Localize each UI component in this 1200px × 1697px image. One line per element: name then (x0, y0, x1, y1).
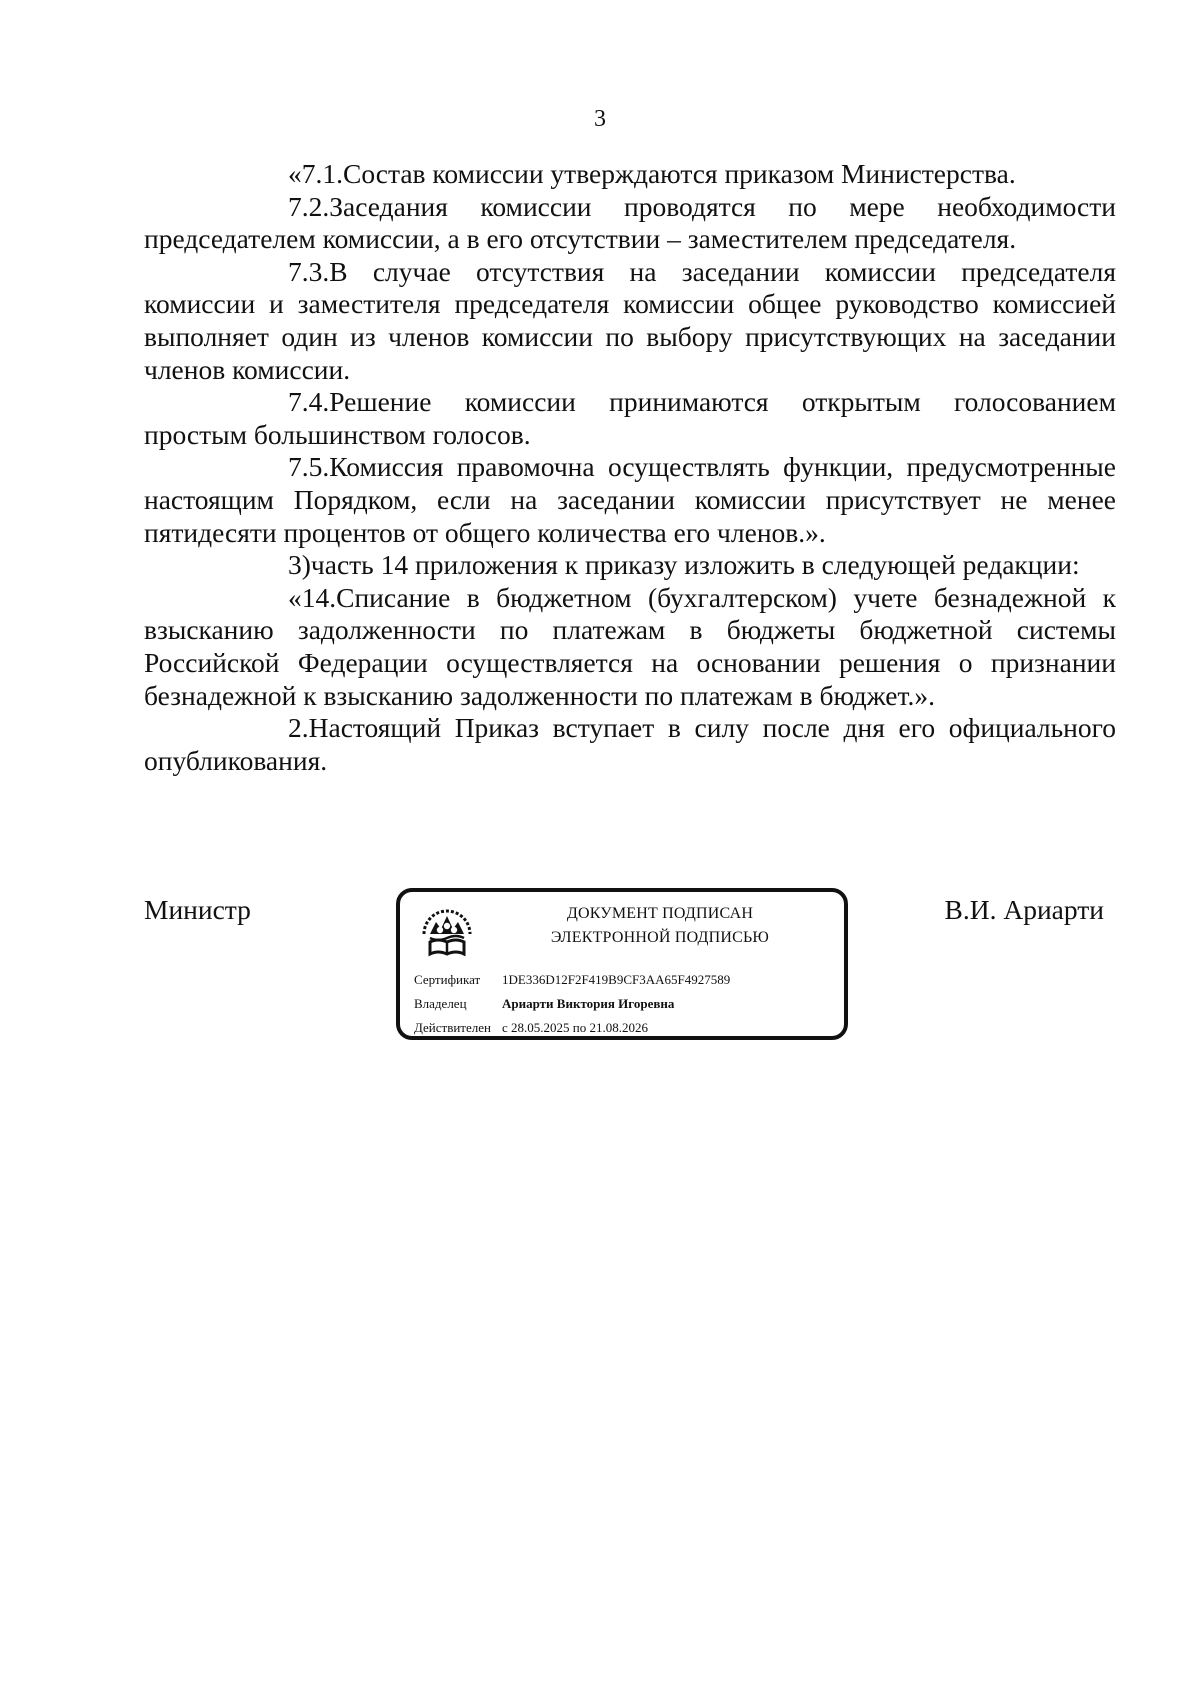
paragraph-number: 7.3. (288, 255, 330, 287)
paragraph-2 (144, 712, 1116, 777)
owner-value: Ариарти Виктория Игоревна (502, 996, 675, 1011)
paragraph-7-3 (144, 256, 1116, 386)
paragraph-text: В случае отсутствия на заседании комиссии председателя комиссии и заместителя председателя комиссии общее руководство комиссией выполняет один из членов комиссии по выбору присутствующих на заседании членов комиссии. (144, 255, 1116, 385)
paragraph-text: Решение комиссии принимаются открытым голосованием простым большинством голосов. (144, 386, 1116, 450)
stamp-owner-row (414, 996, 674, 1012)
paragraph-number: «7.1. (288, 158, 343, 189)
paragraph-text: Состав комиссии утверждаются приказом Министерства. (343, 158, 1016, 189)
stamp-title-line: ЭЛЕКТРОННОЙ ПОДПИСЬЮ (550, 929, 770, 946)
paragraph-number: 7.2. (288, 190, 330, 222)
paragraph-text: Заседания комиссии проводятся по мере необходимости председателем комиссии, а в его отсутствии – заместителем председателя. (144, 190, 1116, 255)
stamp-title (490, 902, 830, 950)
owner-label: Владелец (414, 996, 467, 1011)
paragraph-7-1 (144, 158, 1116, 191)
certificate-value: 1DE336D12F2F419B9CF3AA65F4927589 (502, 972, 731, 987)
paragraph-text: Комиссия правомочна осуществлять функции, предусмотренные настоящим Порядком, если на заседании комиссии присутствует не менее пятидесяти процентов от общего количества его членов.». (144, 451, 1116, 548)
paragraph-text: Списание в бюджетном (бухгалтерском) учете безнадежной к взысканию задолженности по платежам в бюджеты бюджетной системы Российской Федерации осуществляется на основании решения о признании безнадежной к взысканию задолженности по платежам в бюджет.». (144, 581, 1116, 711)
stamp-title-line: ДОКУМЕНТ ПОДПИСАН (566, 905, 754, 922)
paragraph-7-2 (144, 191, 1116, 256)
paragraph-7-5 (144, 451, 1116, 549)
page-number: 3 (594, 106, 606, 132)
paragraph-text: часть 14 приложения к приказу изложить в следующей редакции: (310, 549, 1080, 581)
paragraph-text: Настоящий Приказ вступает в силу после дня его официального опубликования. (144, 712, 1116, 776)
paragraph-7-4 (144, 386, 1116, 451)
electronic-signature-stamp (396, 888, 848, 1040)
paragraph-14 (144, 582, 1116, 712)
signer-position: Министр (144, 894, 251, 925)
regional-coat-of-arms-icon (418, 904, 476, 962)
paragraph-number: 3) (288, 549, 311, 581)
paragraph-3 (144, 549, 1116, 582)
validity-value: с 28.05.2025 по 21.08.2026 (502, 1020, 648, 1035)
validity-label: Действителен (414, 1020, 491, 1035)
signature-block (144, 888, 1116, 1048)
document-body (144, 158, 1116, 777)
certificate-label: Сертификат (414, 972, 481, 987)
paragraph-number: 7.4. (288, 386, 330, 418)
stamp-validity-row (414, 1020, 648, 1036)
signer-name: В.И. Ариарти (944, 894, 1104, 925)
stamp-certificate-row (414, 972, 730, 988)
paragraph-number: 7.5. (288, 451, 330, 483)
paragraph-number: «14. (288, 581, 337, 613)
paragraph-number: 2. (288, 712, 309, 744)
